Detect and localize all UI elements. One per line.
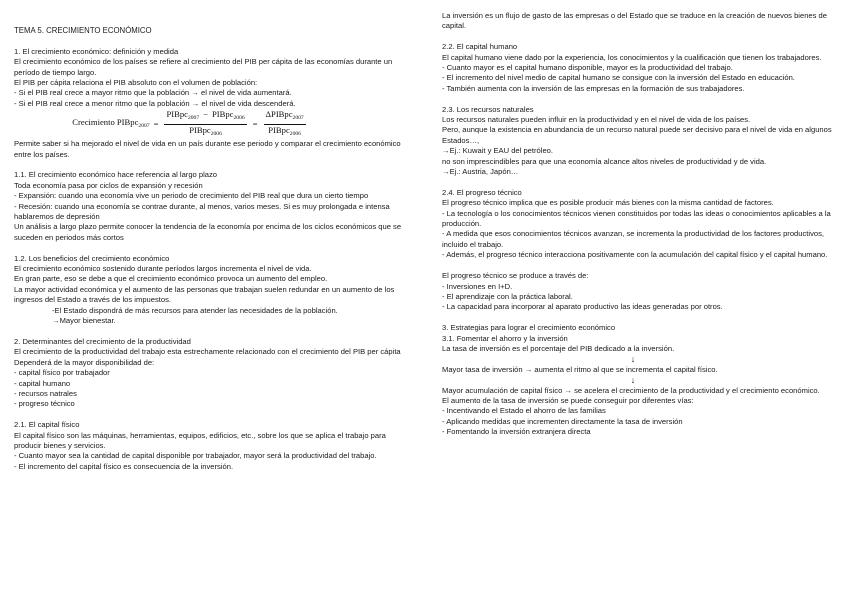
paragraph: El capital físico son las máquinas, herramientas, equipos, edificios, etc., sobre los que se aplica el trabajo para producir bienes y servicios. xyxy=(14,430,386,450)
right-column xyxy=(442,0,834,438)
formula-fraction-2: $\frac{\Delta PIBpc_{2007}}{PIBpc_{2006}}$ xyxy=(265,108,304,137)
bullet: - El incremento del nivel medio de capital humano se consigue con la inversión del Estado en educación. xyxy=(442,73,795,83)
paragraph: Mayor tasa de inversión → aumenta el ritmo al que se incrementa el capital físico. xyxy=(442,364,718,374)
paragraph: En gran parte, eso se debe a que el crecimiento económico provoca un aumento del empleo. xyxy=(14,274,328,284)
paragraph: Pero, aunque la existencia en abundancia de un recurso natural puede ser decisivo para el nivel de vida en algunos Estados…, xyxy=(442,125,832,145)
section-2-3-heading: 2.3. Los recursos naturales xyxy=(442,104,534,114)
arrow-down-icon: ↓ xyxy=(630,375,636,386)
paragraph: El crecimiento económico de los países se refiere al crecimiento del PIB per cápita de las economías durante un período de tiempo largo. xyxy=(14,57,393,77)
section-2-1-heading: 2.1. El capital físico xyxy=(14,420,80,430)
list-item: - capital físico por trabajador xyxy=(14,368,110,378)
document-title: TEMA 5. CRECIMIENTO ECONÓMICO xyxy=(14,26,152,35)
paragraph: El progreso técnico implica que es posible producir más bienes con la misma cantidad de factores. xyxy=(442,198,774,208)
formula-equals-2: = xyxy=(252,119,258,130)
paragraph: La inversión es un flujo de gasto de las empresas o del Estado que se traduce en la creación de nuevos bienes de capital. xyxy=(442,11,828,31)
list-item: - Aplicando medidas que incrementen directamente la tasa de inversión xyxy=(442,416,683,426)
list-item: - Incentivando el Estado el ahorro de las familias xyxy=(442,406,606,416)
indented-line: -El Estado dispondrá de más recursos para atender las necesidades de la población. xyxy=(52,305,338,315)
list-item: - El aprendizaje con la práctica laboral. xyxy=(442,291,573,301)
bullet: - El incremento del capital físico es consecuencia de la inversión. xyxy=(14,461,234,471)
paragraph: La tasa de inversión es el porcentaje del PIB dedicado a la inversión. xyxy=(442,343,675,353)
paragraph: Permite saber si ha mejorado el nivel de vida en un país durante ese periodo y comparar el crecimiento económico entre los países. xyxy=(14,139,401,159)
left-column xyxy=(14,0,406,472)
bullet: - Si el PIB real crece a mayor ritmo que la población → el nivel de vida aumentará. xyxy=(14,88,292,98)
section-2-4-heading: 2.4. El progreso técnico xyxy=(442,187,522,197)
paragraph: Los recursos naturales pueden influir en la productividad y en el nivel de vida de los países. xyxy=(442,115,751,125)
section-1-heading: 1. El crecimiento económico: definición y medida xyxy=(14,46,179,56)
indented-line: →Mayor bienestar. xyxy=(52,316,116,326)
paragraph: El crecimiento económico sostenido durante períodos largos incrementa el nivel de vida. xyxy=(14,264,312,274)
bullet: - Recesión: cuando una economía se contrae durante, al menos, varios meses. Si es muy prolongada e intensa hablaremos de depresión xyxy=(14,201,390,222)
paragraph: El progreso técnico se produce a través de: xyxy=(442,271,589,281)
paragraph: Toda economía pasa por ciclos de expansión y recesión xyxy=(14,180,203,190)
bullet: - Expansión: cuando una economía vive un periodo de crecimiento del PIB real que dura un cierto tiempo xyxy=(14,191,369,201)
bullet: - Si el PIB real crece a menor ritmo que la población → el nivel de vida descenderá. xyxy=(14,98,296,108)
paragraph: El crecimiento de la productividad del trabajo esta estrechamente relacionado con el crecimiento del PIB per cápita xyxy=(14,347,401,357)
paragraph: Un análisis a largo plazo permite conocer la tendencia de la economía por encima de los ciclos económicos que se suceden en periodos más cortos xyxy=(14,222,402,242)
paragraph: Mayor acumulación de capital físico → se acelera el crecimiento de la productividad y el crecimiento económico. xyxy=(442,385,820,395)
bullet: - A medida que esos conocimientos técnicos avanzan, se incrementa la productividad de los factores productivos, incluido el trabajo. xyxy=(442,229,825,249)
bullet: - Además, el progreso técnico interacciona positivamente con la acumulación del capital físico y el capital humano. xyxy=(442,250,828,260)
formula-fraction-1: $\frac{PIBpc_{2007} - PIBpc_{2006}}{PIBpc_{2006}}$ xyxy=(166,108,245,137)
arrow-down-icon: ↓ xyxy=(630,354,636,365)
paragraph: Dependerá de la mayor disponibilidad de: xyxy=(14,357,155,367)
bullet: - Cuanto mayor es el capital humano disponible, mayor es la productividad del trabajo. xyxy=(442,63,733,73)
section-3-1-heading: 3.1. Fomentar el ahorro y la inversión xyxy=(442,333,568,343)
bullet: - Cuanto mayor sea la cantidad de capital disponible por trabajador, mayor será la productividad del trabajo. xyxy=(14,451,377,461)
paragraph: El aumento de la tasa de inversión se puede conseguir por diferentes vías: xyxy=(442,395,694,405)
list-item: - progreso técnico xyxy=(14,399,75,409)
bullet: - También aumenta con la inversión de las empresas en la formación de sus trabajadores. xyxy=(442,83,745,93)
formula-label: Crecimiento PIBpc$_{2007}$ xyxy=(72,117,150,130)
paragraph: La mayor actividad económica y el aumento de las personas que trabajan suelen redundar en un aumento de los ingresos del Estado a través de los impuestos. xyxy=(14,284,395,305)
list-item: - Inversiones en I+D. xyxy=(442,281,513,291)
paragraph: El capital humano viene dado por la experiencia, los conocimientos y la cualificación que tienen los trabajadores. xyxy=(442,52,822,62)
bullet: - La tecnología o los conocimientos técnicos vienen constituidos por todas las ideas o conocimientos aplicables a la producción. xyxy=(442,208,831,229)
paragraph: El PIB per cápita relaciona el PIB absoluto con el volumen de población: xyxy=(14,78,258,88)
growth-formula xyxy=(0,109,406,139)
section-2-2-heading: 2.2. El capital humano xyxy=(442,42,518,52)
section-2-heading: 2. Determinantes del crecimiento de la productividad xyxy=(14,336,191,346)
example-line: →Ej.: Kuwait y EAU del petróleo. xyxy=(442,146,554,156)
paragraph: no son imprescindibles para que una economía alcance altos niveles de productividad y de vida. xyxy=(442,156,767,166)
list-item: - recursos natrales xyxy=(14,388,77,398)
list-item: - capital humano xyxy=(14,378,71,388)
section-3-heading: 3. Estrategias para lograr el crecimiento económico xyxy=(442,323,616,333)
list-item: - La capacidad para incorporar al aparato productivo las ideas generadas por otros. xyxy=(442,302,723,312)
section-1-2-heading: 1.2. Los beneficios del crecimiento económico xyxy=(14,253,170,263)
section-1-1-heading: 1.1. El crecimiento económico hace referencia al largo plazo xyxy=(14,170,218,180)
example-line: →Ej.: Austria, Japón… xyxy=(442,167,519,177)
list-item: - Fomentando la inversión extranjera directa xyxy=(442,427,591,437)
formula-equals: = xyxy=(153,119,159,130)
